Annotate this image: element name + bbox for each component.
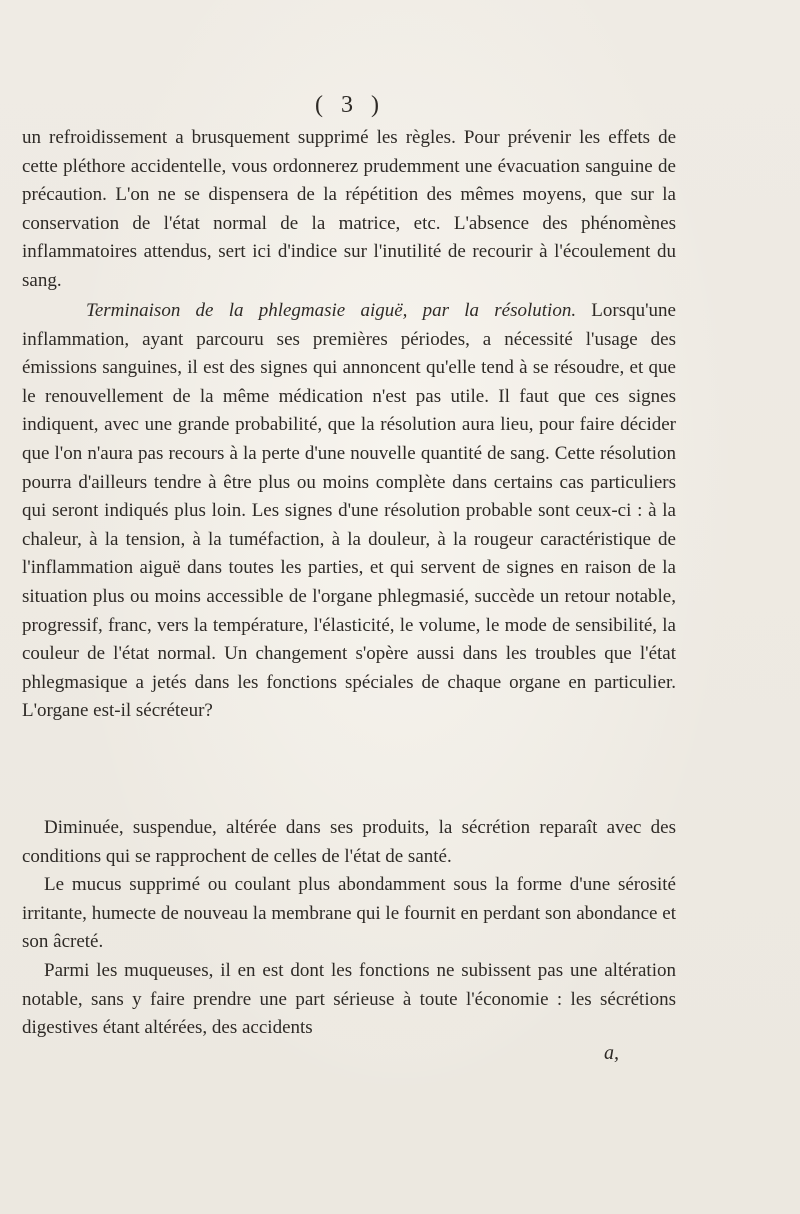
paragraph-3: Diminuée, suspendue, altérée dans ses produits, la sécrétion reparaît avec des conditions qui se rapprochent de celles de l'état de santé.	[22, 817, 676, 867]
paragraph-1: un refroidissement a brusquement supprimé les règles. Pour prévenir les effets de cette pléthore accidentelle, vous ordonnerez prudemment une évacuation sanguine de précaution. L'on ne se dispensera de la répétition des mêmes moyens, que sur la conservation de l'état normal de la matrice, etc. L'absence des phénomènes inflammatoires attendus, sert ici d'indice sur l'inutilité de recourir à l'écoulement du sang.	[22, 127, 676, 291]
paragraph-2	[22, 297, 676, 726]
signature-mark: a,	[604, 1042, 619, 1064]
paragraph-4: Le mucus supprimé ou coulant plus abondamment sous la forme d'une sérosité irritante, humecte de nouveau la membrane qui le fournit en perdant son abondance et son âcreté.	[22, 874, 676, 953]
paragraph-2-body: Lorsqu'une inflammation, ayant parcouru ses premières périodes, a nécessité l'usage des émissions sanguines, il est des signes qui annoncent qu'elle tend à se résoudre, et que le renouvellement de la même médication n'est pas utile. Il faut que ces signes indiquent, avec une grande probabilité, que la résolution aura lieu, pour faire décider que l'on n'aura pas recours à la perte d'une nouvelle quantité de sang. Cette résolution pourra d'ailleurs tendre à être plus ou moins complète dans certains cas particuliers qui seront indiqués plus loin. Les signes d'une résolution probable sont ceux-ci : à la chaleur, à la tension, à la tuméfaction, à la douleur, à la rougeur caractéristique de l'inflammation aiguë dans toutes les parties, et qui servent de signes en raison de la situation plus ou moins accessible de l'organe phlegmasié, succède un retour notable, progressif, franc, vers la température, l'élasticité, le volume, le mode de sensibilité, la couleur de l'état normal. Un changement s'opère aussi dans les troubles que l'état phlegmasique a jetés dans les fonctions spéciales de chaque organe en particulier. L'organe est-il sécréteur?	[22, 300, 676, 722]
page-number: ( 3 )	[315, 92, 385, 118]
section-heading: Terminaison de la phlegmasie aiguë, par la résolution.	[86, 300, 577, 321]
paragraph-5: Parmi les muqueuses, il en est dont les fonctions ne subissent pas une altération notable, sans y faire prendre une part sérieuse à toute l'économie : les sécrétions digestives étant altérées, des accidents	[22, 960, 676, 1039]
